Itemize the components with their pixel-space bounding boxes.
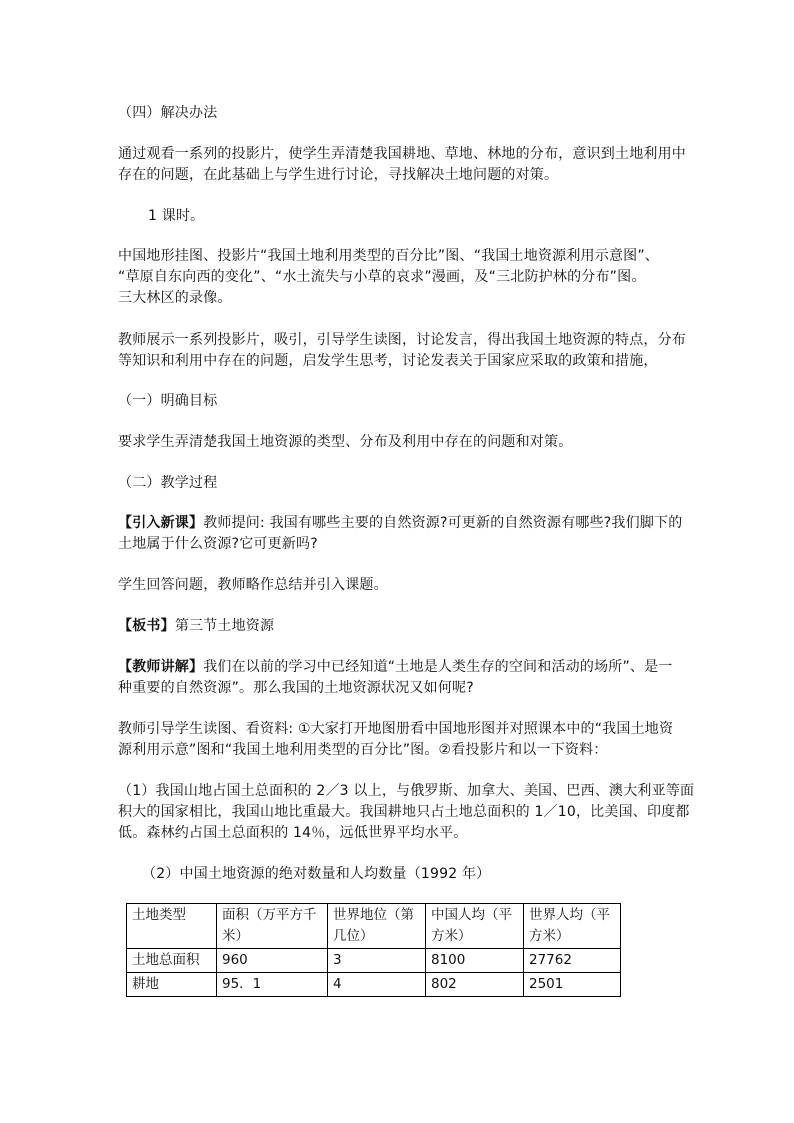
goal-heading: （一）明确目标 xyxy=(118,393,218,409)
material-one-line-3: 低。森林约占国土总面积的 14％，远低世界平均水平。 xyxy=(118,825,468,841)
table-row xyxy=(127,949,621,973)
materials-line-1: 中国地形挂图、投影片“我国土地利用类型的百分比”图、“我国土地资源利用示意图”、 xyxy=(118,248,660,264)
table-header-row xyxy=(127,904,621,949)
guide-line-2: 源利用示意”图和“我国土地利用类型的百分比”图。②看投影片和以一下资料： xyxy=(118,742,608,758)
board-tag: 【板书】 xyxy=(118,618,175,634)
board-line xyxy=(118,616,274,636)
answer-text: 学生回答问题，教师略作总结并引入课题。 xyxy=(118,577,388,593)
table-header-cell: 土地类型 xyxy=(127,904,217,949)
table-cell: 8100 xyxy=(426,949,524,973)
method-text-line-2: 存在的问题，在此基础上与学生进行讨论，寻找解决土地问题的对策。 xyxy=(118,167,559,183)
material-one-line-1: （1）我国山地占国土总面积的 2／3 以上，与俄罗斯、加拿大、美国、巴西、澳大利亚等面 xyxy=(118,783,695,799)
table-cell: 960 xyxy=(217,949,328,973)
table-header-cell: 中国人均（平方米） xyxy=(426,904,524,949)
table-cell: 土地总面积 xyxy=(127,949,217,973)
explain-line-1 xyxy=(118,657,673,677)
table-cell: 27762 xyxy=(524,949,621,973)
guide-line-1: 教师引导学生读图、看资料: ①大家打开地图册看中国地形图并对照课本中的“我国土地资 xyxy=(118,721,674,737)
materials-line-2: “草原自东向西的变化”、“水土流失与小草的哀求”漫画，及“三北防护林的分布”图。 xyxy=(118,269,646,285)
intro-line-1 xyxy=(118,513,682,533)
board-text: 第三节土地资源 xyxy=(174,618,275,634)
table-cell: 802 xyxy=(426,973,524,997)
table-header-cell: 世界人均（平方米） xyxy=(524,904,621,949)
land-resource-table xyxy=(126,903,621,997)
table-cell: 95．1 xyxy=(217,973,328,997)
table-cell: 4 xyxy=(328,973,426,997)
class-hours: 1 课时。 xyxy=(148,208,205,224)
table-cell: 耕地 xyxy=(127,973,217,997)
materials-line-3: 三大林区的录像。 xyxy=(118,290,232,306)
section-four-heading: （四）解决办法 xyxy=(118,105,218,121)
intro-tag: 【引入新课】 xyxy=(118,515,204,531)
table-header-cell: 面积（万平方千米） xyxy=(217,904,328,949)
intro-line-2: 土地属于什么资源?它可更新吗? xyxy=(118,536,318,552)
table-caption: （2）中国土地资源的绝对数量和人均数量（1992 年） xyxy=(142,866,491,882)
table-cell: 2501 xyxy=(524,973,621,997)
process-heading: （二）教学过程 xyxy=(118,475,218,491)
teaching-method-line-2: 等知识和利用中存在的问题，启发学生思考，讨论发表关于国家应采取的政策和措施， xyxy=(118,353,658,369)
explain-text-1: 我们在以前的学习中已经知道“土地是人类生存的空间和活动的场所”、是一 xyxy=(203,659,673,675)
teaching-method-line-1: 教师展示一系列投影片，吸引，引导学生读图，讨论发言，得出我国土地资源的特点，分布 xyxy=(118,332,686,348)
explain-line-2: 种重要的自然资源”。那么我国的土地资源状况又如何呢? xyxy=(118,680,474,696)
method-text-line-1: 通过观看一系列的投影片，使学生弄清楚我国耕地、草地、林地的分布，意识到土地利用中 xyxy=(118,146,686,162)
intro-text-1: 教师提问: 我国有哪些主要的自然资源?可更新的自然资源有哪些?我们脚下的 xyxy=(203,515,683,531)
goal-text: 要求学生弄清楚我国土地资源的类型、分布及利用中存在的问题和对策。 xyxy=(118,434,573,450)
table-row xyxy=(127,973,621,997)
explain-tag: 【教师讲解】 xyxy=(118,659,204,675)
material-one-line-2: 积大的国家相比，我国山地比重最大。我国耕地只占土地总面积的 1／10，比美国、印度都 xyxy=(118,804,690,820)
table-header-cell: 世界地位（第几位） xyxy=(328,904,426,949)
table-cell: 3 xyxy=(328,949,426,973)
